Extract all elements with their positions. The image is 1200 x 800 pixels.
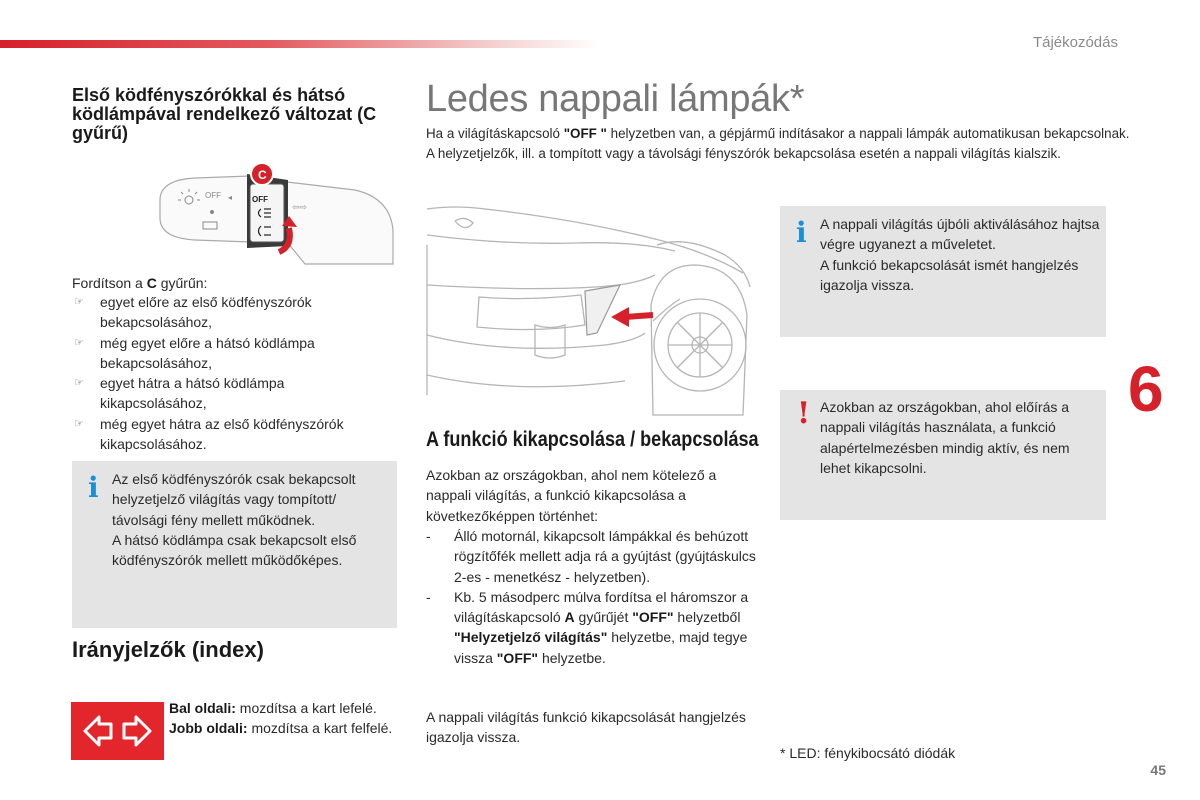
chapter-number: 6 bbox=[1128, 353, 1164, 425]
pointing-hand-icon: ☞ bbox=[74, 336, 84, 349]
svg-text:⇦⇨: ⇦⇨ bbox=[292, 202, 308, 212]
index-instructions: Bal oldali: mozdítsa a kart lefelé. Jobb oldali: mozdítsa a kart felfelé. bbox=[169, 700, 393, 737]
deactivation-heading: A funkció kikapcsolása / bekapcsolása bbox=[426, 428, 759, 451]
info-icon: i bbox=[796, 216, 807, 249]
mandatory-drl-warning-box bbox=[780, 390, 1106, 520]
deactivation-steps bbox=[426, 526, 756, 668]
pointing-hand-icon: ☞ bbox=[74, 417, 84, 430]
car-front-drl-illustration bbox=[425, 205, 755, 417]
lighting-stalk-illustration bbox=[155, 160, 395, 265]
header-accent-bar bbox=[0, 40, 600, 48]
info-icon: i bbox=[88, 471, 99, 504]
list-item: ☞ még egyet előre a hátsó ködlámpa bekapcsolásához, bbox=[74, 334, 315, 371]
fog-lamp-intro: Fordítson a C gyűrűn: bbox=[72, 275, 208, 291]
fog-lamp-steps bbox=[72, 292, 392, 454]
deactivation-intro: Azokban az országokban, ahol nem kötelező a nappali világítás, a funkció kikapcsolása a következőképpen történhet: bbox=[426, 467, 717, 524]
stalk-off-label-outer: OFF bbox=[205, 191, 221, 200]
section-title: Tájékozódás bbox=[1032, 34, 1118, 51]
page-number: 45 bbox=[1150, 762, 1166, 778]
list-item: - Álló motornál, kikapcsolt lámpákkal és behúzott rögzítőfék mellett adja rá a gyújtást (gyújtáskulcs 2-es - menetkész - helyzetben). bbox=[426, 528, 756, 585]
turn-signal-arrows-icon bbox=[71, 702, 164, 760]
list-item: - Kb. 5 másodperc múlva fordítsa el háromszor a világításkapcsoló A gyűrűjét "OFF" helyzetből "Helyzetjelző világítás" helyzetbe, majd tegye vissza "OFF" helyzetbe. bbox=[426, 588, 749, 666]
turn-signal-icon-tile bbox=[71, 702, 164, 760]
warning-icon: ! bbox=[797, 396, 811, 431]
ring-c-label: C bbox=[258, 168, 267, 182]
list-item: ☞ egyet előre az első ködfényszórók bekapcsolásához, bbox=[74, 294, 312, 331]
drl-intro: Ha a világításkapcsoló "OFF " helyzetben van, a gépjármű indításakor a nappali lámpák automatikusan bekapcsolnak. A helyzetjelzők, ill. a tompított vagy a távolsági fényszórók bekapcsolása esetén a nappali világítás kialszik. bbox=[426, 126, 1130, 162]
index-heading: Irányjelzők (index) bbox=[72, 637, 264, 662]
info-text-2: A funkció bekapcsolását ismét hangjelzés igazolja vissza. bbox=[820, 256, 1079, 293]
list-item: ☞ még egyet hátra az első ködfényszórók kikapcsolásához. bbox=[74, 415, 344, 453]
svg-text:◂: ◂ bbox=[228, 193, 233, 202]
page-title: Ledes nappali lámpák* bbox=[426, 78, 805, 120]
warning-text: Azokban az országokban, ahol előírás a nappali világítás használata, a funkció alapértelmezésben mindig aktív, és nem lehet kikapcsolni. bbox=[820, 399, 1070, 476]
info-text-2: A hátsó ködlámpa csak bekapcsolt első ködfényszórók mellett működőképes. bbox=[112, 531, 357, 569]
pointing-hand-icon: ☞ bbox=[74, 296, 84, 308]
info-text-1: A nappali világítás újbóli aktiválásához hajtsa végre ugyanezt a műveletet. bbox=[820, 216, 1100, 253]
stalk-off-label-inner: OFF bbox=[252, 195, 268, 204]
list-item: ☞ egyet hátra a hátsó ködlámpa kikapcsolásához, bbox=[74, 375, 285, 412]
fog-lamp-heading: Első ködfényszórókkal és hátsó ködlámpával rendelkező változat (C gyűrű) bbox=[72, 85, 377, 143]
footnote: * LED: fénykibocsátó diódák bbox=[780, 745, 956, 761]
pointing-hand-icon: ☞ bbox=[74, 377, 84, 390]
info-text-1: Az első ködfényszórók csak bekapcsolt helyzetjelző világítás vagy tompított/ távolsági fény mellett működnek. bbox=[112, 471, 356, 528]
reactivation-info-box bbox=[780, 206, 1106, 337]
deactivation-outro: A nappali világítás funkció kikapcsolását hangjelzés igazolja vissza. bbox=[426, 709, 746, 746]
fog-lamp-info-box bbox=[72, 461, 397, 628]
